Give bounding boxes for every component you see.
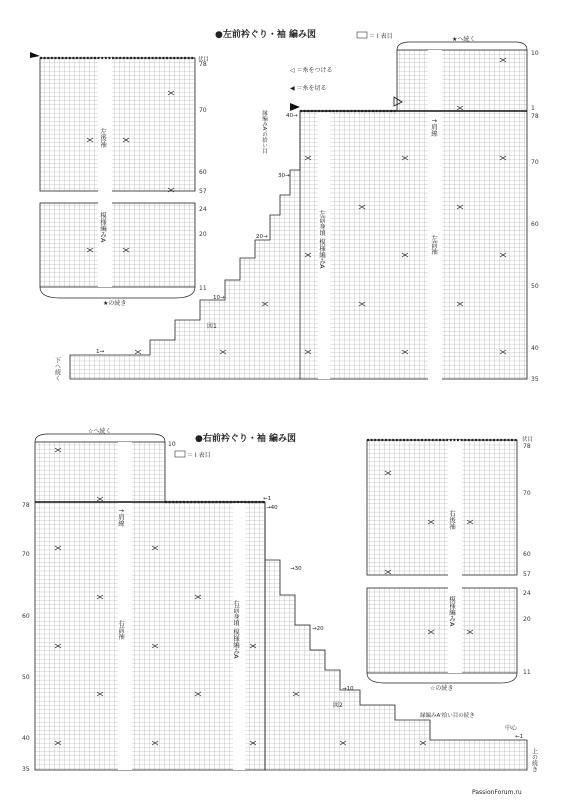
bottom-pattern-a-label: 模様編みA [448, 596, 456, 627]
top-front-grid [300, 42, 527, 380]
top-legend: ＝ I 表目 [369, 33, 393, 40]
bottom-figure-label: 図2 [333, 702, 343, 709]
top-back-numbers [199, 61, 207, 292]
bottom-continue-up: 上の続き [530, 748, 538, 772]
legend-box-icon [175, 451, 185, 457]
svg-text:40: 40 [531, 345, 539, 352]
top-shoulder-label: ↑肩線 [430, 118, 438, 137]
svg-text:60: 60 [199, 169, 207, 176]
svg-text:1: 1 [531, 105, 535, 112]
bottom-shoulder-label: ↑肩線 [117, 508, 125, 527]
top-front-sleeve-label: 左前袖 [430, 235, 438, 255]
top-pickup-note: 縁編みA'の拾い目 [261, 110, 267, 154]
svg-text:78: 78 [199, 61, 207, 68]
top-back-sleeve-grid [40, 58, 195, 298]
bottom-step-10: →10 [342, 686, 354, 692]
top-step-1: 1→ [96, 349, 105, 355]
legend-box-icon [357, 32, 367, 38]
top-star-to: ★へ続く [452, 36, 476, 43]
top-bind-off: 伏目 [198, 57, 210, 63]
svg-text:24: 24 [199, 206, 207, 213]
top-step-40: 40→ [286, 113, 298, 119]
bottom-star-to: ☆へ続く [88, 428, 112, 435]
watermark: PassionForum.ru [472, 789, 522, 796]
top-figure-label: 図1 [207, 323, 217, 330]
bottom-bind-off: 伏目 [522, 437, 534, 443]
bottom-back-sleeve-label: 右後袖 [448, 510, 456, 530]
top-step-30: 30→ [278, 173, 290, 179]
bottom-step-40: →40 [266, 505, 278, 511]
top-star-from: ★の続き [103, 300, 127, 307]
top-title: ●左前衿ぐり・袖 編み図 [215, 30, 316, 40]
svg-text:20: 20 [199, 231, 207, 238]
bottom-step-30: →30 [290, 566, 302, 572]
svg-text:57: 57 [523, 571, 531, 578]
svg-text:35: 35 [22, 766, 30, 773]
bottom-front-body-label: 右前身頃 模様編みA [232, 600, 240, 659]
svg-text:60: 60 [531, 221, 539, 228]
bottom-back-sleeve-grid [367, 440, 517, 683]
svg-text:10: 10 [531, 50, 539, 57]
cut-yarn-icon [30, 52, 40, 58]
top-back-sleeve-label: 左後袖 [99, 128, 107, 148]
cut-yarn-icon [290, 103, 300, 111]
svg-text:70: 70 [531, 159, 539, 166]
bottom-front-grid [35, 434, 265, 770]
bottom-pickup-note: 縁編みA'拾い目の続き [420, 713, 475, 719]
top-step-20: 20→ [256, 234, 268, 240]
svg-text:60: 60 [22, 613, 30, 620]
bottom-legend: ＝ I 表目 [187, 452, 211, 459]
svg-text:78: 78 [523, 443, 531, 450]
bottom-step-20: →20 [312, 626, 324, 632]
svg-text:50: 50 [531, 283, 539, 290]
svg-text:11: 11 [523, 669, 531, 676]
bottom-star-from: ☆の続き [430, 685, 454, 692]
top-front-numbers [531, 50, 539, 383]
bottom-left-numbers [22, 502, 30, 773]
bottom-step-1b: ←1 [515, 734, 524, 740]
bottom-center-label: 中心 [505, 725, 518, 732]
legend-attach-yarn: ◁ ＝糸をつける [290, 67, 333, 74]
svg-text:78: 78 [531, 113, 539, 120]
bottom-top-num: 10 [168, 441, 176, 448]
svg-text:60: 60 [523, 551, 531, 558]
top-step-10: 10→ [213, 295, 225, 301]
svg-text:40: 40 [22, 735, 30, 742]
bottom-step-1a: ←1 [263, 496, 272, 502]
bottom-title: ●右前衿ぐり・袖 編み図 [195, 434, 296, 444]
svg-text:11: 11 [199, 285, 207, 292]
top-down-to: 下へ続く [53, 357, 61, 381]
top-front-body-label: 左前身頃 模様編みA [318, 210, 326, 269]
legend-cut-yarn: ◀ ＝糸を切る [290, 85, 327, 92]
bottom-back-numbers [523, 443, 531, 676]
svg-text:20: 20 [523, 616, 531, 623]
svg-text:70: 70 [523, 490, 531, 497]
svg-text:57: 57 [199, 188, 207, 195]
svg-text:70: 70 [199, 107, 207, 114]
top-pattern-a-label: 模様編みA [99, 212, 107, 243]
bottom-front-sleeve-label: 右前袖 [117, 620, 125, 640]
svg-text:50: 50 [22, 674, 30, 681]
svg-text:70: 70 [22, 551, 30, 558]
svg-text:24: 24 [523, 590, 531, 597]
svg-text:35: 35 [531, 376, 539, 383]
svg-text:78: 78 [22, 502, 30, 509]
